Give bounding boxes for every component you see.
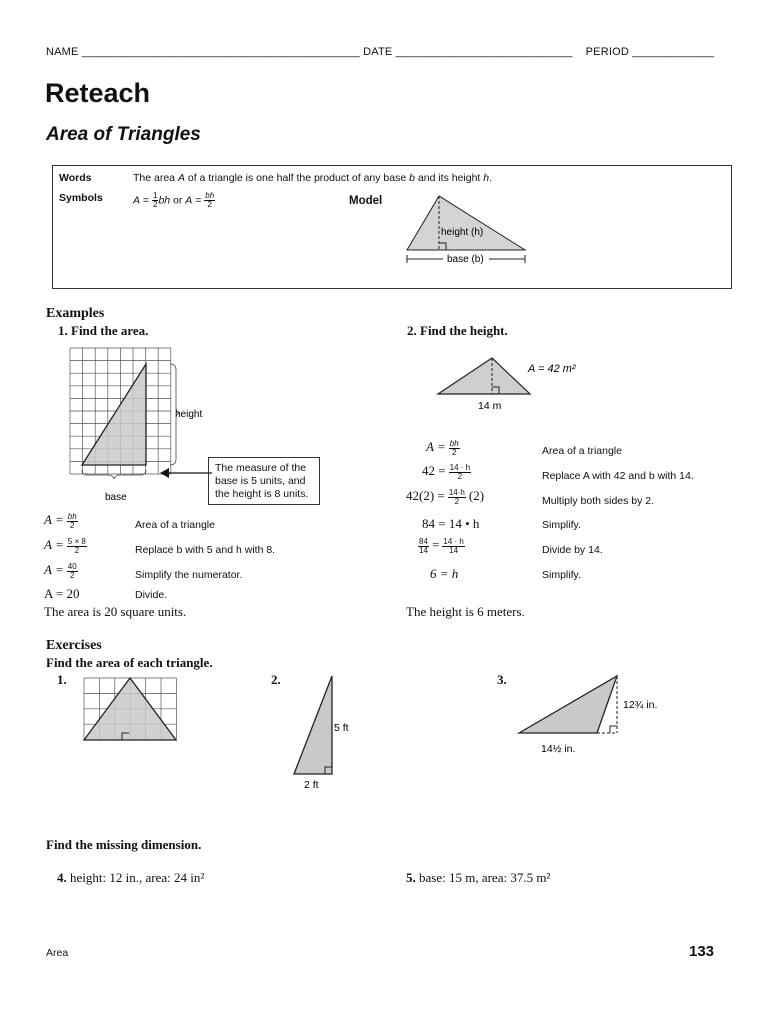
half-num: 1 bbox=[152, 191, 158, 200]
name-label: NAME bbox=[46, 46, 79, 58]
formula-eq: = bbox=[140, 194, 152, 207]
ex1-note-2: Replace b with 5 and h with 8. bbox=[135, 544, 276, 556]
period-line[interactable]: _____________ bbox=[632, 46, 715, 58]
formula-bh: bh bbox=[158, 194, 171, 207]
var-a: A bbox=[177, 172, 185, 184]
ex1-note-3: Simplify the numerator. bbox=[135, 569, 243, 581]
period-label: PERIOD bbox=[585, 46, 630, 58]
frac-den: 14 bbox=[419, 545, 428, 555]
frac-den: 2 bbox=[74, 545, 80, 555]
example2-title: 2. Find the height. bbox=[407, 323, 508, 338]
problem-5-label: 5. bbox=[406, 870, 416, 885]
callout-arrow bbox=[160, 466, 212, 480]
definition-box bbox=[52, 165, 732, 289]
problem-3-diagram bbox=[515, 672, 675, 762]
step-fraction bbox=[67, 538, 87, 555]
ex1-base-label: base bbox=[105, 492, 127, 503]
ex2-note-4: Simplify. bbox=[542, 519, 581, 531]
examples-heading: Examples bbox=[46, 306, 105, 321]
var-b: b bbox=[409, 172, 415, 184]
example1-title: 1. Find the area. bbox=[58, 323, 149, 338]
model-triangle bbox=[407, 196, 525, 250]
model-triangle-diagram bbox=[403, 192, 533, 268]
words-text-part: and its height bbox=[414, 172, 484, 184]
problem-2-diagram bbox=[290, 674, 360, 794]
frac-num: 14 · h bbox=[443, 536, 464, 546]
frac-num: 14 · h bbox=[449, 462, 471, 472]
problem-2-triangle bbox=[294, 676, 332, 774]
words-label: Words bbox=[59, 172, 92, 184]
problem-5-text: base: 15 m, area: 37.5 m² bbox=[415, 870, 551, 885]
page-title: Reteach bbox=[45, 78, 151, 108]
words-text bbox=[133, 172, 492, 184]
symbols-formula bbox=[133, 192, 215, 209]
problem-3-height: 12¾ in. bbox=[623, 699, 658, 711]
ex2-base-label: 14 m bbox=[478, 400, 502, 412]
ex1-note-4: Divide. bbox=[135, 589, 168, 601]
header-line bbox=[46, 46, 714, 58]
step-lhs: A = bbox=[44, 512, 64, 527]
problem-3-triangle bbox=[519, 676, 617, 733]
name-line[interactable]: ____________________________________________ bbox=[81, 46, 360, 58]
step-fraction bbox=[418, 538, 429, 555]
bh-fraction bbox=[204, 192, 215, 209]
problem-1-grid-diagram bbox=[82, 676, 184, 744]
problem-2-label: 2. bbox=[271, 672, 281, 687]
callout-line: the height is 8 units. bbox=[215, 488, 309, 500]
frac-num: bh bbox=[449, 438, 459, 448]
ex2-step-1 bbox=[426, 439, 460, 457]
ex1-step-4: A = 20 bbox=[44, 586, 80, 601]
problem-2-base: 2 ft bbox=[304, 779, 319, 791]
problem-4 bbox=[57, 870, 204, 886]
problem-4-text: height: 12 in., area: 24 in² bbox=[66, 870, 205, 885]
callout-line: The measure of the bbox=[215, 462, 307, 474]
frac-den: 2 bbox=[454, 496, 460, 506]
ex2-answer: The height is 6 meters. bbox=[406, 604, 525, 619]
ex2-step-5 bbox=[418, 537, 465, 555]
ex2-note-5: Divide by 14. bbox=[542, 544, 603, 556]
ex1-step-2 bbox=[44, 537, 87, 555]
example2-triangle-diagram bbox=[430, 354, 590, 414]
problem-2-height: 5 ft bbox=[334, 722, 349, 734]
footer-topic: Area bbox=[46, 947, 69, 959]
base-brace bbox=[82, 470, 146, 479]
step-fraction bbox=[449, 464, 471, 481]
formula-eq: = bbox=[192, 194, 205, 207]
example1-triangle bbox=[82, 364, 146, 465]
frac-den: 14 bbox=[449, 545, 459, 555]
example1-grid-diagram bbox=[66, 344, 216, 514]
bh-num: bh bbox=[205, 191, 215, 200]
words-text-part: . bbox=[489, 172, 493, 184]
frac-den: 2 bbox=[452, 447, 457, 457]
frac-den: 2 bbox=[457, 471, 463, 481]
step-fraction bbox=[442, 538, 464, 555]
bh-den: 2 bbox=[207, 200, 212, 209]
model-height-label: height (h) bbox=[441, 227, 484, 238]
ex2-note-1: Area of a triangle bbox=[542, 445, 622, 457]
frac-den: 2 bbox=[70, 520, 75, 530]
formula-a: A bbox=[133, 194, 141, 207]
words-text-part: of a triangle is one half the product of any base bbox=[184, 172, 410, 184]
exercises-heading: Exercises bbox=[46, 638, 102, 653]
page-number: 133 bbox=[689, 943, 715, 960]
problem-4-label: 4. bbox=[57, 870, 67, 885]
frac-num: bh bbox=[67, 511, 77, 521]
ex1-note-1: Area of a triangle bbox=[135, 519, 215, 531]
model-base-label: base (b) bbox=[447, 254, 484, 265]
ex2-step-6: 6 = h bbox=[430, 566, 459, 581]
problem-3-label: 3. bbox=[497, 672, 507, 687]
ex2-note-3: Multiply both sides by 2. bbox=[542, 495, 655, 507]
ex1-answer: The area is 20 square units. bbox=[44, 604, 187, 619]
symbols-label: Symbols bbox=[59, 192, 103, 204]
arrow-head bbox=[160, 468, 169, 478]
callout-line: base is 5 units, and bbox=[215, 475, 306, 487]
ex2-step-4: 84 = 14 • h bbox=[422, 516, 480, 531]
step-lhs: 42 = bbox=[422, 463, 446, 478]
step-lhs: A = bbox=[44, 537, 64, 552]
exercises-instruction: Find the area of each triangle. bbox=[46, 655, 213, 670]
formula-a: A bbox=[185, 194, 193, 207]
words-text-part: The area bbox=[133, 172, 178, 184]
missing-dimension-heading: Find the missing dimension. bbox=[46, 837, 202, 852]
step-fraction bbox=[448, 489, 466, 506]
ex1-height-label: height bbox=[175, 409, 203, 420]
problem-3-base: 14½ in. bbox=[541, 743, 576, 755]
frac-num: 40 bbox=[67, 561, 77, 571]
model-label: Model bbox=[349, 195, 383, 207]
frac-num: 14·h bbox=[448, 487, 465, 497]
ex2-step-3 bbox=[406, 488, 484, 506]
var-h: h bbox=[483, 172, 490, 184]
example2-triangle bbox=[438, 358, 530, 394]
callout-box bbox=[208, 457, 320, 505]
ex1-step-1 bbox=[44, 512, 78, 530]
ex2-note-6: Simplify. bbox=[542, 569, 581, 581]
step-fraction bbox=[67, 563, 78, 580]
ex2-area-label: A = 42 m² bbox=[528, 363, 576, 375]
ex2-step-2 bbox=[422, 463, 471, 481]
formula-or: or bbox=[170, 194, 186, 207]
step-lhs: A = bbox=[426, 439, 446, 454]
step-lhs: 42(2) = bbox=[406, 488, 445, 503]
problem-3-right-angle bbox=[610, 726, 617, 733]
ex2-note-2: Replace A with 42 and b with 14. bbox=[542, 470, 694, 482]
step-rhs: (2) bbox=[468, 488, 485, 503]
date-label: DATE bbox=[363, 46, 393, 58]
step-lhs: A = bbox=[44, 562, 64, 577]
step-fraction bbox=[67, 513, 78, 530]
frac-num: 84 bbox=[419, 536, 428, 546]
div-eq: = bbox=[431, 537, 440, 552]
problem-5 bbox=[406, 870, 550, 886]
problem-1-label: 1. bbox=[57, 672, 67, 687]
frac-num: 5 × 8 bbox=[67, 536, 86, 546]
step-fraction bbox=[449, 440, 460, 457]
frac-den: 2 bbox=[70, 570, 75, 580]
half-den: 2 bbox=[152, 200, 158, 209]
page-subtitle: Area of Triangles bbox=[46, 124, 201, 145]
date-line[interactable]: ____________________________ bbox=[395, 46, 573, 58]
ex1-step-3 bbox=[44, 562, 78, 580]
